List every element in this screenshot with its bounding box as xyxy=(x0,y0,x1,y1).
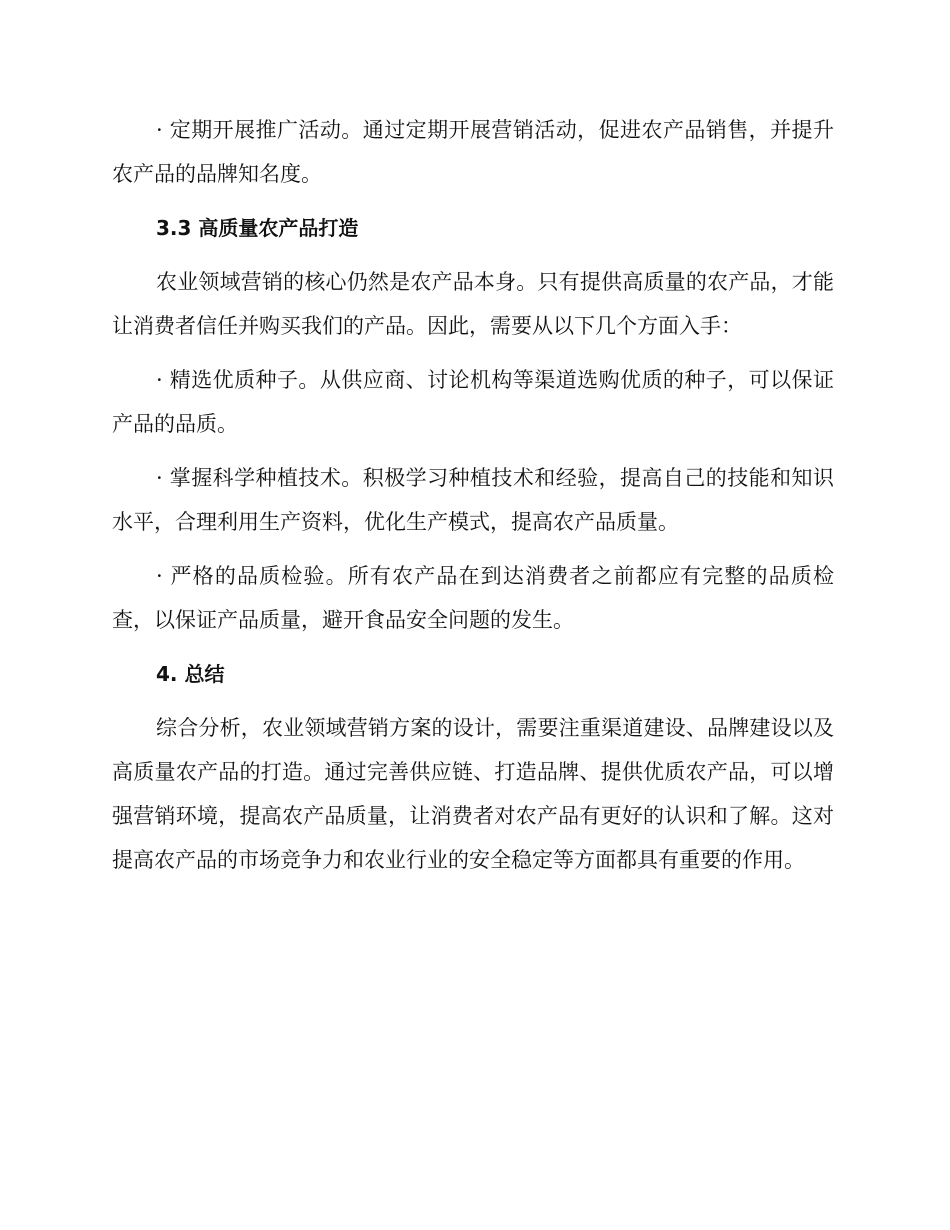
paragraph-summary: 综合分析，农业领域营销方案的设计，需要注重渠道建设、品牌建设以及高质量农产品的打造。通过完善供应链、打造品牌、提供优质农产品，可以增强营销环境，提高农产品质量，让消费者对农产品有更好的认识和了解。这对提高农产品的市场竞争力和农业行业的安全稳定等方面都具有重要的作用。 xyxy=(112,716,834,872)
document-body xyxy=(112,108,834,882)
bullet-select-seeds: · 精选优质种子。从供应商、讨论机构等渠道选购优质的种子，可以保证产品的品质。 xyxy=(112,368,834,436)
section-heading-4-summary: 4. 总结 xyxy=(156,662,225,686)
section-heading-3-3: 3.3 高质量农产品打造 xyxy=(156,216,359,240)
bullet-planting-techniques: · 掌握科学种植技术。积极学习种植技术和经验，提高自己的技能和知识水平，合理利用生产资料，优化生产模式，提高农产品质量。 xyxy=(112,466,834,534)
paragraph-quality-intro: 农业领域营销的核心仍然是农产品本身。只有提供高质量的农产品，才能让消费者信任并购买我们的产品。因此，需要从以下几个方面入手： xyxy=(112,270,834,338)
bullet-promotion-activities: · 定期开展推广活动。通过定期开展营销活动，促进农产品销售，并提升农产品的品牌知名度。 xyxy=(112,118,834,186)
bullet-quality-inspection: · 严格的品质检验。所有农产品在到达消费者之前都应有完整的品质检查，以保证产品质量，避开食品安全问题的发生。 xyxy=(112,564,834,632)
